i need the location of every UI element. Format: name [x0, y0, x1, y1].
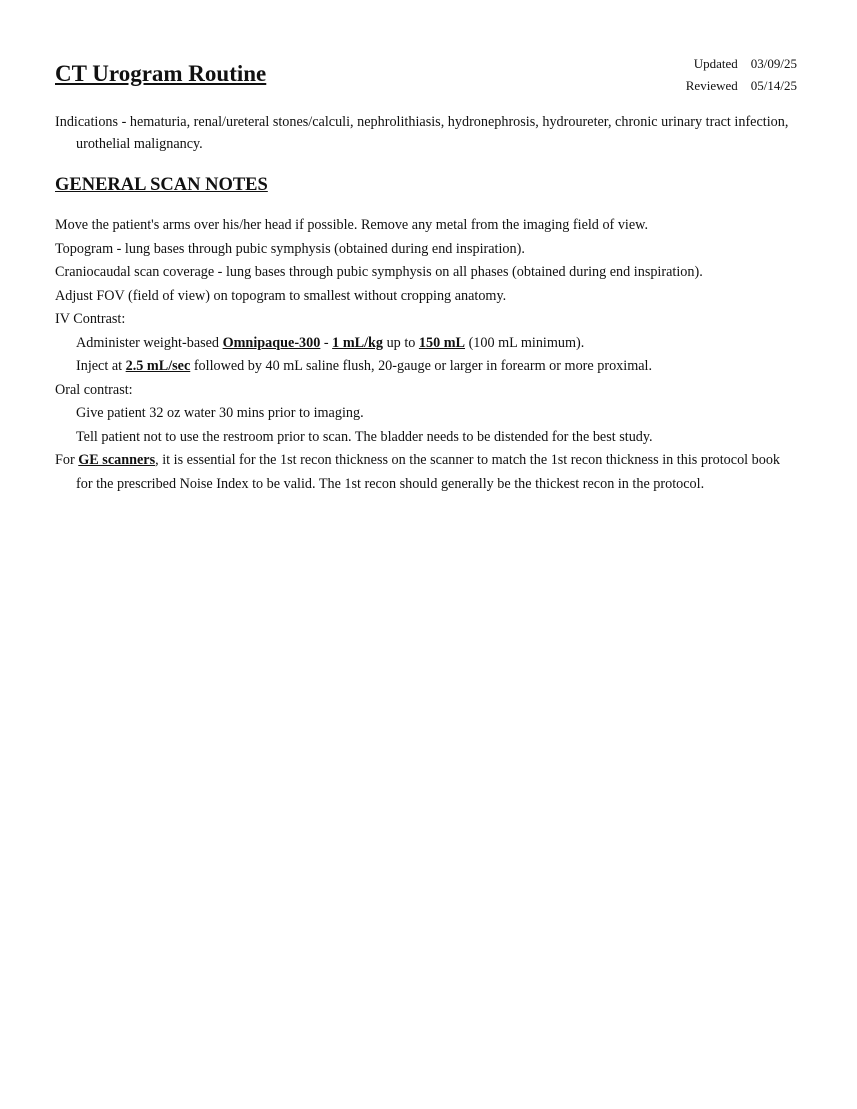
contrast-agent: Omnipaque-300 — [222, 334, 321, 351]
iv-rate-line — [55, 355, 800, 379]
reviewed-label: Reviewed — [685, 78, 738, 93]
updated-date: 03/09/25 — [750, 56, 797, 71]
iv-contrast-heading: IV Contrast: — [55, 311, 126, 327]
note-arms: Move the patient's arms over his/her head if possible. Remove any metal from the imaging field of view. — [55, 217, 649, 233]
oral-bladder-line: Tell patient not to use the restroom prior to scan. The bladder needs to be distended for the best study. — [76, 428, 653, 445]
note-coverage: Craniocaudal scan coverage - lung bases through pubic symphysis on all phases (obtained during end inspiration). — [55, 264, 703, 280]
iv-dose-post: (100 mL minimum). — [465, 334, 585, 351]
iv-rate-post: followed by 40 mL saline flush, 20-gauge or larger in forearm or more proximal. — [190, 358, 653, 374]
scan-notes — [55, 214, 800, 496]
iv-dose-pre: Administer weight-based — [76, 334, 223, 351]
note-fov: Adjust FOV (field of view) on topogram to smallest without cropping anatomy. — [55, 287, 507, 304]
iv-dose-mid: up to — [383, 334, 419, 351]
oral-contrast-heading: Oral contrast: — [55, 381, 133, 398]
injection-rate: 2.5 mL/sec — [125, 358, 191, 374]
updated-row — [686, 53, 797, 75]
iv-rate-pre: Inject at — [76, 358, 126, 374]
reviewed-row — [686, 75, 797, 97]
section-heading: GENERAL SCAN NOTES — [55, 175, 268, 195]
ge-note-post: , it is essential for the 1st recon thickness on the scanner to match the 1st recon thickness in this protocol book for the prescribed Noise Index to be valid. The 1st recon should generally be the thickest recon in the protocol. — [76, 452, 781, 492]
iv-dose-line — [55, 332, 800, 356]
contrast-max: 150 mL — [418, 334, 466, 351]
reviewed-date: 05/14/25 — [750, 78, 797, 93]
indications-paragraph: Indications - hematuria, renal/ureteral stones/calculi, nephrolithiasis, hydronephrosis, hydroureter, chronic urinary tract infection, urothelial malignancy. — [55, 114, 789, 152]
note-topogram: Topogram - lung bases through pubic symphysis (obtained during end inspiration). — [55, 240, 525, 257]
iv-dose-sep: - — [320, 334, 333, 351]
contrast-dose: 1 mL/kg — [332, 334, 384, 351]
page-title: CT Urogram Routine — [55, 61, 267, 86]
ge-note-pre: For — [55, 452, 79, 468]
updated-label: Updated — [693, 56, 738, 71]
oral-water-line: Give patient 32 oz water 30 mins prior to imaging. — [76, 405, 364, 421]
document-dates — [686, 53, 797, 97]
ge-scanner-note — [55, 449, 800, 496]
ge-scanners-text: GE scanners — [78, 452, 156, 468]
